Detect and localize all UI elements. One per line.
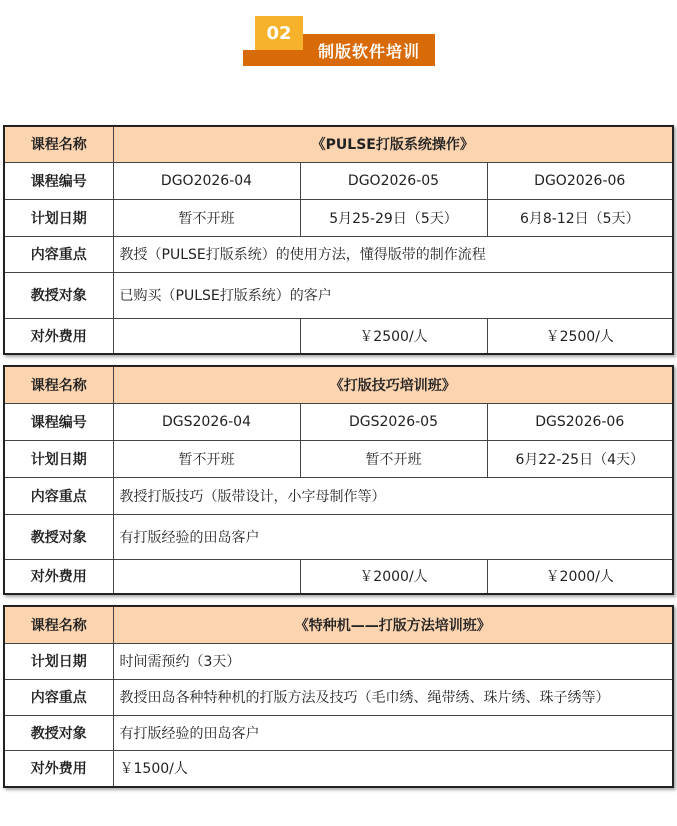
section-badge [243,16,435,66]
course-fee: ￥2000/人 [487,559,673,594]
audience-label: 教授对象 [4,272,113,318]
plan-date-label: 计划日期 [4,440,113,477]
course-code: DGO2026-06 [487,162,673,199]
table-row [4,559,673,594]
course-name-label: 课程名称 [4,126,113,162]
course-fee: ￥2500/人 [487,318,673,354]
course-name: 《特种机——打版方法培训班》 [113,606,673,643]
plan-date: 暂不开班 [113,440,300,477]
course-code-label: 课程编号 [4,403,113,440]
course-fee: ￥1500/人 [113,750,673,787]
table-row [4,606,673,643]
course-fee: ￥2000/人 [300,559,487,594]
course-code: DGS2026-05 [300,403,487,440]
table-row [4,514,673,559]
content-label: 内容重点 [4,236,113,272]
content-label: 内容重点 [4,679,113,715]
content-label: 内容重点 [4,477,113,514]
fee-label: 对外费用 [4,318,113,354]
course-table-special-machine [3,605,674,788]
course-code: DGO2026-05 [300,162,487,199]
course-content: 教授打版技巧（版带设计，小字母制作等） [113,477,673,514]
course-name-label: 课程名称 [4,366,113,403]
plan-date: 时间需预约（3天） [113,643,673,679]
course-table-pulse [3,125,674,355]
course-name: 《打版技巧培训班》 [113,366,673,403]
section-title: 制版软件培训 [303,34,435,66]
table-row [4,679,673,715]
course-code: DGO2026-04 [113,162,300,199]
table-row [4,199,673,236]
table-row [4,236,673,272]
table-row [4,318,673,354]
plan-date-label: 计划日期 [4,199,113,236]
table-row [4,126,673,162]
course-fee: ￥2500/人 [300,318,487,354]
audience-label: 教授对象 [4,715,113,750]
course-audience: 有打版经验的田岛客户 [113,715,673,750]
fee-label: 对外费用 [4,750,113,787]
course-content: 教授田岛各种特种机的打版方法及技巧（毛巾绣、绳带绣、珠片绣、珠子绣等） [113,679,673,715]
plan-date-label: 计划日期 [4,643,113,679]
table-row [4,366,673,403]
course-table-skills [3,365,674,595]
table-row [4,477,673,514]
plan-date: 6月22-25日（4天） [487,440,673,477]
table-row [4,162,673,199]
course-fee [113,318,300,354]
course-code: DGS2026-04 [113,403,300,440]
table-row [4,440,673,477]
course-content: 教授（PULSE打版系统）的使用方法，懂得版带的制作流程 [113,236,673,272]
table-row [4,715,673,750]
fee-label: 对外费用 [4,559,113,594]
audience-label: 教授对象 [4,514,113,559]
course-code: DGS2026-06 [487,403,673,440]
course-name-label: 课程名称 [4,606,113,643]
course-audience: 已购买（PULSE打版系统）的客户 [113,272,673,318]
course-name: 《PULSE打版系统操作》 [113,126,673,162]
plan-date: 暂不开班 [113,199,300,236]
course-audience: 有打版经验的田岛客户 [113,514,673,559]
course-fee [113,559,300,594]
section-number: 02 [255,16,303,50]
plan-date: 6月8-12日（5天） [487,199,673,236]
plan-date: 5月25-29日（5天） [300,199,487,236]
table-row [4,750,673,787]
course-code-label: 课程编号 [4,162,113,199]
table-row [4,643,673,679]
table-row [4,272,673,318]
plan-date: 暂不开班 [300,440,487,477]
table-row [4,403,673,440]
